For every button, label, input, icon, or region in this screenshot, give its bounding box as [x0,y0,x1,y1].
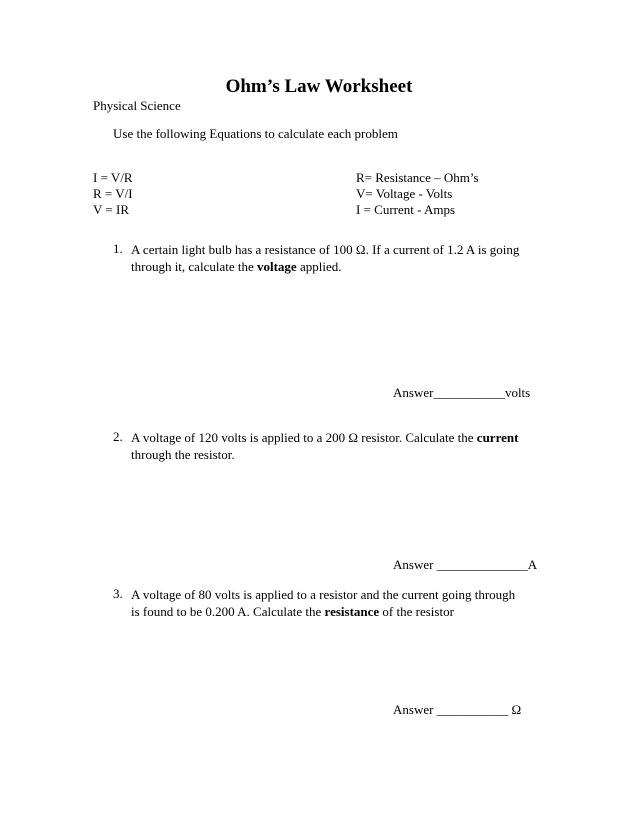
answer-unit: volts [504,385,531,400]
answer-line [393,557,537,573]
definition-item: R= Resistance – Ohm’s [356,170,479,185]
question-keyword: voltage [256,259,297,274]
equation-list [93,170,133,218]
equation-item: R = V/I [93,186,133,201]
question-text: A voltage of 80 volts is applied to a resistor and the current going through is found to be 0.200 A. Calculate the resistance of the resistor [131,587,516,619]
question-number: 3. [113,586,123,601]
answer-unit: Ω [508,702,522,717]
answer-blank[interactable]: ___________ [433,385,505,400]
answer-label: Answer [393,385,434,400]
question-keyword: resistance [324,604,380,619]
answer-unit: A [527,557,538,572]
answer-label: Answer [393,702,437,717]
answer-blank[interactable]: ___________ [436,702,509,717]
question-keyword: current [476,430,519,445]
page-title: Ohm’s Law Worksheet [225,76,413,97]
definition-item: V= Voltage - Volts [356,186,453,201]
answer-line [393,385,530,401]
equation-item: I = V/R [93,170,133,185]
question-number: 1. [113,241,123,256]
question-text: A voltage of 120 volts is applied to a 200 Ω resistor. Calculate the current through the resistor. [131,430,519,462]
answer-label: Answer [393,557,437,572]
question-number: 2. [113,429,123,444]
equation-item: V = IR [93,202,129,217]
answer-blank[interactable]: ______________ [436,557,528,572]
instructions: Use the following Equations to calculate each problem [113,126,398,141]
definition-item: I = Current - Amps [356,202,456,217]
question-text: A certain light bulb has a resistance of 100 Ω. If a current of 1.2 A is going through it, calculate the voltage applied. [131,242,520,274]
subtitle: Physical Science [93,98,181,113]
answer-line [393,702,521,718]
definition-list [356,170,479,218]
